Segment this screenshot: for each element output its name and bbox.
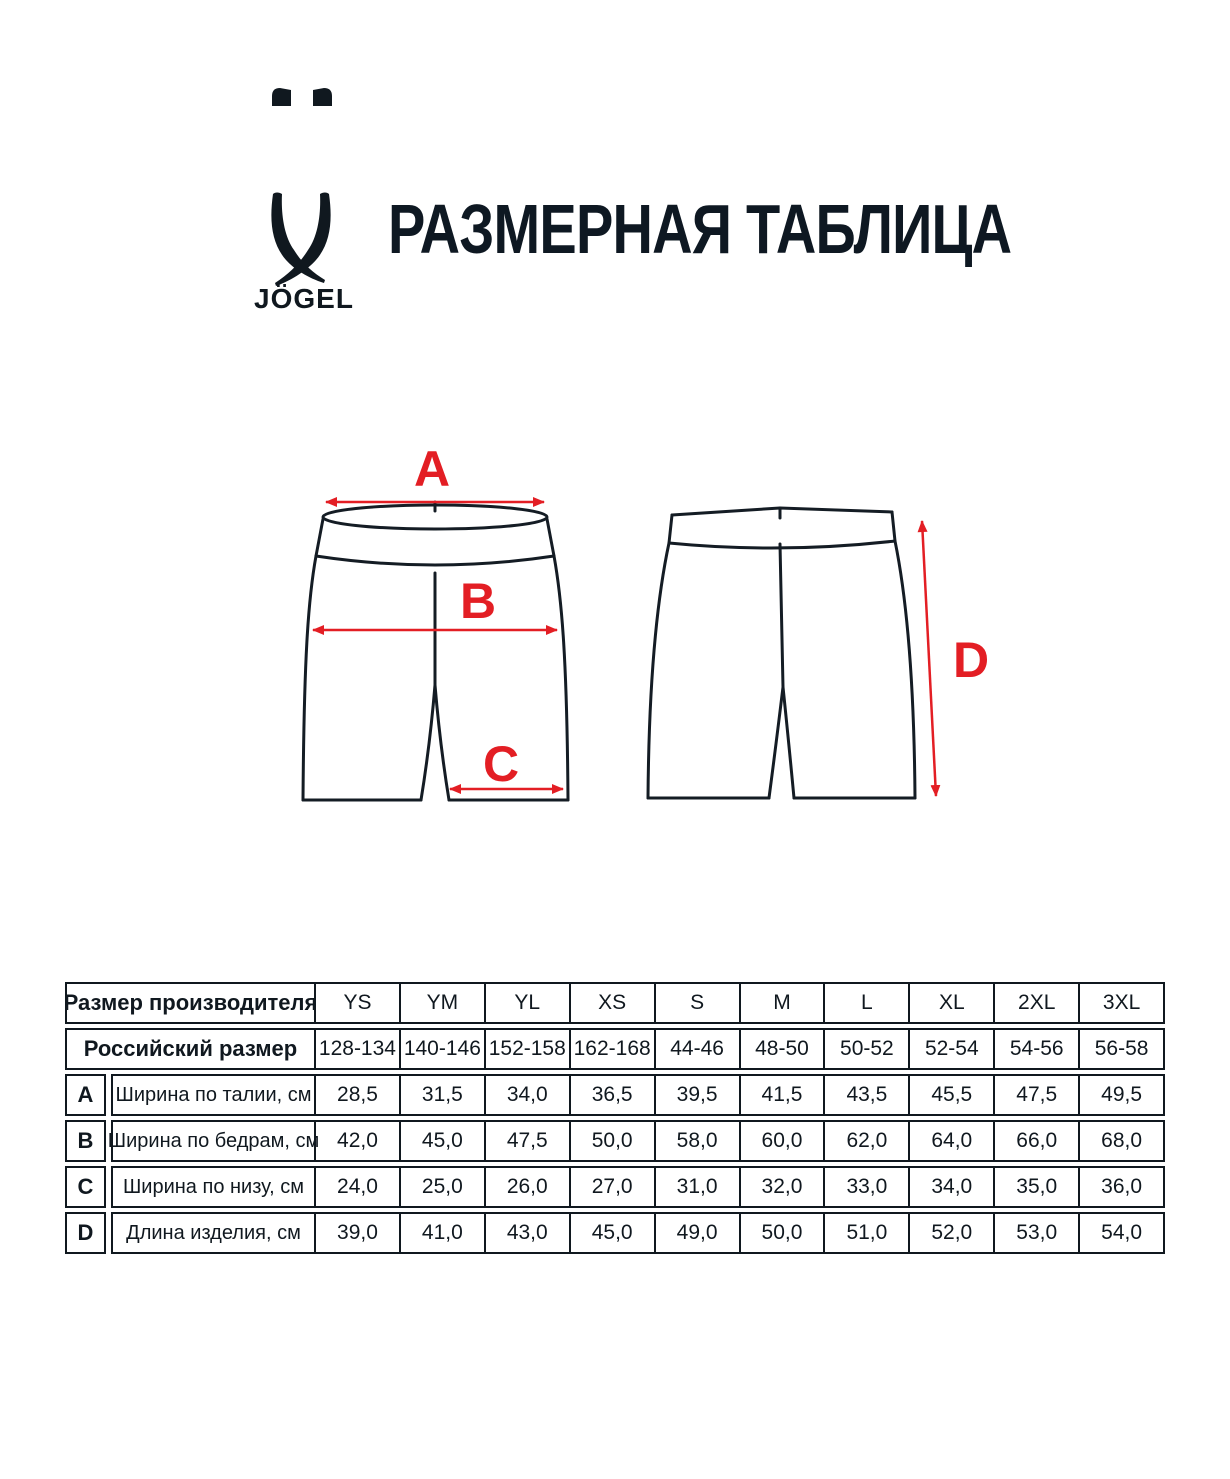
table-row-russian-size xyxy=(65,1028,1165,1070)
measure-value: 51,0 xyxy=(823,1214,908,1252)
measure-value: 26,0 xyxy=(484,1168,569,1206)
brand-name: JÖGEL xyxy=(254,283,354,314)
table-row-item-length xyxy=(65,1212,1165,1254)
russian-size-value: 152-158 xyxy=(484,1030,569,1068)
back-waistband-right-edge xyxy=(892,512,895,541)
page-title: РАЗМЕРНАЯ ТАБЛИЦА xyxy=(388,190,1012,268)
russian-size-value: 140-146 xyxy=(399,1030,484,1068)
row-box xyxy=(111,1074,1165,1116)
measurement-labels xyxy=(414,441,989,792)
measure-value: 32,0 xyxy=(739,1168,824,1206)
producer-size-yl: YL xyxy=(484,984,569,1022)
russian-size-value: 48-50 xyxy=(739,1030,824,1068)
measure-value: 31,0 xyxy=(654,1168,739,1206)
clipped-logo-right-tip xyxy=(313,88,332,106)
measure-value: 31,5 xyxy=(399,1076,484,1114)
table-row-producer-size xyxy=(65,982,1165,1024)
producer-size-2xl: 2XL xyxy=(993,984,1078,1022)
russian-size-value: 44-46 xyxy=(654,1030,739,1068)
table-row-bottom-width xyxy=(65,1166,1165,1208)
producer-size-s: S xyxy=(654,984,739,1022)
measure-value: 47,5 xyxy=(993,1076,1078,1114)
measure-letter-c: C xyxy=(65,1166,106,1208)
producer-size-xs: XS xyxy=(569,984,654,1022)
back-center-seam xyxy=(780,544,783,687)
row-box xyxy=(111,1212,1165,1254)
measure-value: 50,0 xyxy=(569,1122,654,1160)
producer-size-l: L xyxy=(823,984,908,1022)
measure-value: 45,0 xyxy=(399,1122,484,1160)
measure-value: 27,0 xyxy=(569,1168,654,1206)
measure-value: 66,0 xyxy=(993,1122,1078,1160)
clipped-logo-left-tip xyxy=(272,88,291,106)
row-box xyxy=(65,982,1165,1024)
measure-value: 53,0 xyxy=(993,1214,1078,1252)
producer-size-label: Размер производителя xyxy=(63,990,318,1015)
measure-value: 39,5 xyxy=(654,1076,739,1114)
measure-value: 25,0 xyxy=(399,1168,484,1206)
row-box xyxy=(65,1028,1165,1070)
producer-size-xl: XL xyxy=(908,984,993,1022)
shorts-back-view xyxy=(648,508,915,798)
measure-label-d: D xyxy=(952,632,990,688)
clipped-logo-marks xyxy=(270,86,334,106)
size-table xyxy=(65,982,1165,1258)
measure-value: 34,0 xyxy=(908,1168,993,1206)
measure-value: 41,5 xyxy=(739,1076,824,1114)
russian-size-value: 162-168 xyxy=(569,1030,654,1068)
front-waistband-right-edge xyxy=(547,519,554,556)
measure-value: 54,0 xyxy=(1078,1214,1163,1252)
measure-value: 60,0 xyxy=(739,1122,824,1160)
front-waistband-bottom xyxy=(316,556,554,565)
shorts-measurement-diagram xyxy=(280,440,1010,840)
parameter-name: Ширина по талии, см xyxy=(115,1083,312,1106)
parameter-name: Длина изделия, см xyxy=(126,1221,301,1244)
russian-size-value: 56-58 xyxy=(1078,1030,1163,1068)
measure-value: 62,0 xyxy=(823,1122,908,1160)
parameter-name: Ширина по бедрам, см xyxy=(107,1129,320,1152)
measure-value: 45,0 xyxy=(569,1214,654,1252)
measure-value: 52,0 xyxy=(908,1214,993,1252)
measure-value: 68,0 xyxy=(1078,1122,1163,1160)
measure-value: 34,0 xyxy=(484,1076,569,1114)
producer-size-m: M xyxy=(739,984,824,1022)
russian-size-value: 52-54 xyxy=(908,1030,993,1068)
row-box xyxy=(111,1166,1165,1208)
measure-value: 36,0 xyxy=(1078,1168,1163,1206)
front-right-outseam xyxy=(554,556,568,800)
back-waistband-bottom xyxy=(669,541,895,548)
shorts-front-view xyxy=(303,502,568,800)
measure-label-b: B xyxy=(459,573,497,629)
measure-value: 49,0 xyxy=(654,1214,739,1252)
back-left-outseam xyxy=(648,543,669,798)
measure-value: 35,0 xyxy=(993,1168,1078,1206)
front-left-inseam xyxy=(421,685,435,800)
measure-value: 50,0 xyxy=(739,1214,824,1252)
back-waistband-left-edge xyxy=(669,515,672,543)
table-row-waist-width xyxy=(65,1074,1165,1116)
measure-value: 64,0 xyxy=(908,1122,993,1160)
measure-value: 39,0 xyxy=(314,1214,399,1252)
russian-size-value: 50-52 xyxy=(823,1030,908,1068)
russian-size-value: 54-56 xyxy=(993,1030,1078,1068)
measure-letter-d: D xyxy=(65,1212,106,1254)
parameter-name: Ширина по низу, см xyxy=(122,1175,305,1198)
measure-label-a: A xyxy=(413,441,451,497)
measure-value: 43,5 xyxy=(823,1076,908,1114)
row-box xyxy=(107,1120,1165,1162)
russian-size-label: Российский размер xyxy=(83,1036,298,1061)
measure-arrow-d xyxy=(922,521,936,796)
measure-value: 33,0 xyxy=(823,1168,908,1206)
producer-size-ys: YS xyxy=(314,984,399,1022)
measure-value: 43,0 xyxy=(484,1214,569,1252)
measure-value: 58,0 xyxy=(654,1122,739,1160)
measure-label-c: C xyxy=(482,736,520,792)
measure-letter-b: B xyxy=(65,1120,106,1162)
producer-size-3xl: 3XL xyxy=(1078,984,1163,1022)
measure-value: 24,0 xyxy=(314,1168,399,1206)
measure-value: 36,5 xyxy=(569,1076,654,1114)
measure-value: 28,5 xyxy=(314,1076,399,1114)
back-waistband-top xyxy=(672,508,892,515)
back-right-inseam xyxy=(783,687,794,798)
back-right-outseam xyxy=(895,541,915,798)
front-waistband-left-edge xyxy=(316,519,323,556)
measure-value: 49,5 xyxy=(1078,1076,1163,1114)
front-right-inseam xyxy=(435,685,449,800)
measure-letter-a: A xyxy=(65,1074,106,1116)
russian-size-value: 128-134 xyxy=(314,1030,399,1068)
measure-value: 45,5 xyxy=(908,1076,993,1114)
table-row-hip-width xyxy=(65,1120,1165,1162)
measure-value: 42,0 xyxy=(314,1122,399,1160)
producer-size-ym: YM xyxy=(399,984,484,1022)
measure-value: 47,5 xyxy=(484,1122,569,1160)
jogel-logo-mark-icon xyxy=(266,192,336,294)
front-left-outseam xyxy=(303,556,316,800)
back-left-inseam xyxy=(769,687,783,798)
measure-value: 41,0 xyxy=(399,1214,484,1252)
